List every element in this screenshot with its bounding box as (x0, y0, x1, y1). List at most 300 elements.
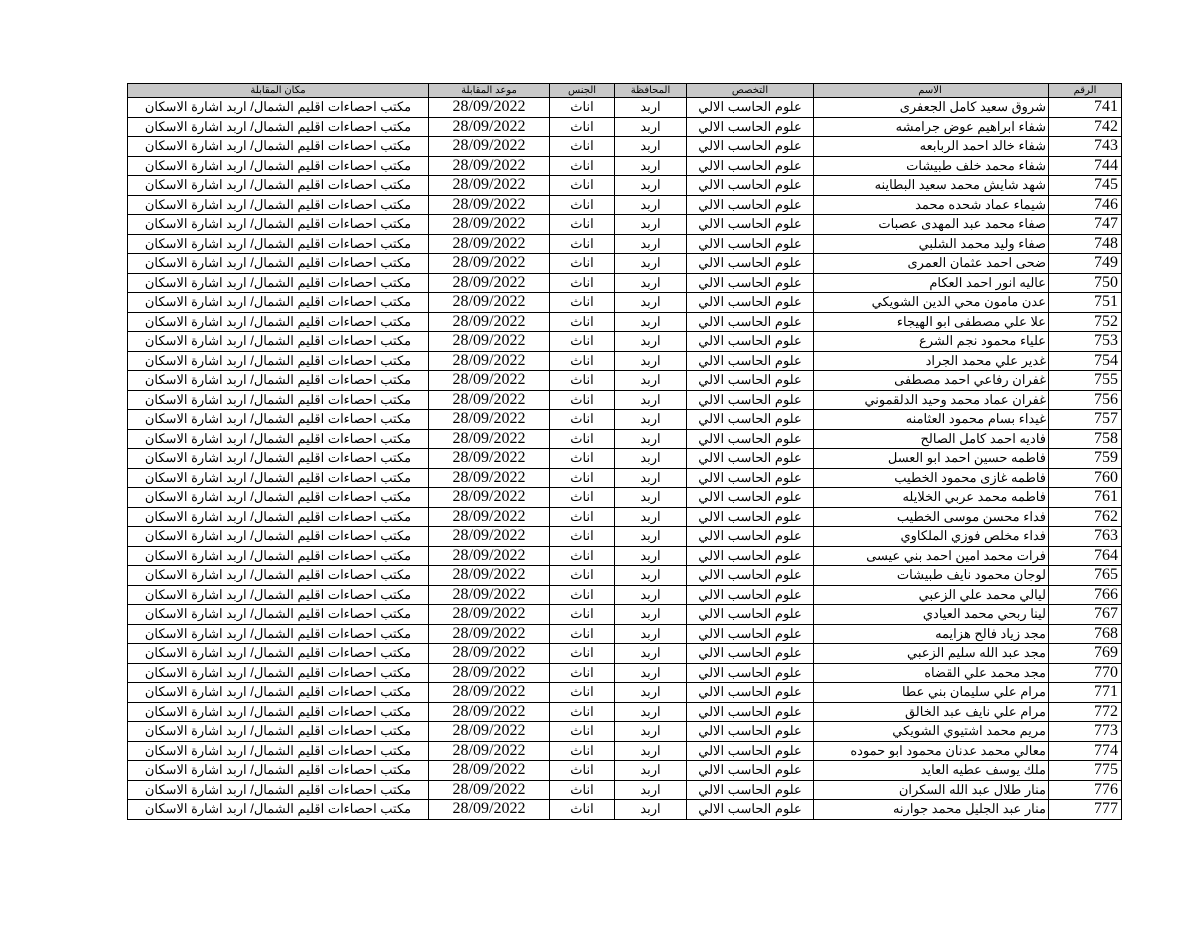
table-row (128, 449, 1122, 469)
row-interview-place: مكتب احصاءات اقليم الشمال/ اربد اشارة الاسكان (128, 195, 429, 215)
row-interview-place: مكتب احصاءات اقليم الشمال/ اربد اشارة الاسكان (128, 410, 429, 430)
row-interview-place: مكتب احصاءات اقليم الشمال/ اربد اشارة الاسكان (128, 741, 429, 761)
row-interview-date: 28/09/2022 (429, 234, 550, 254)
row-specialization: علوم الحاسب الالي (687, 566, 814, 586)
table-row (128, 195, 1122, 215)
row-interview-date: 28/09/2022 (429, 702, 550, 722)
row-governorate: اربد (615, 234, 687, 254)
header-governorate: المحافظة (615, 84, 687, 98)
row-number: 770 (1049, 663, 1122, 683)
table-row (128, 546, 1122, 566)
row-name: شهد شايش محمد سعيد البطاينه (814, 176, 1049, 196)
row-governorate: اربد (615, 449, 687, 469)
row-interview-date: 28/09/2022 (429, 605, 550, 625)
table-row (128, 683, 1122, 703)
row-interview-date: 28/09/2022 (429, 390, 550, 410)
row-number: 757 (1049, 410, 1122, 430)
table-row (128, 429, 1122, 449)
row-number: 752 (1049, 312, 1122, 332)
row-interview-date: 28/09/2022 (429, 780, 550, 800)
row-gender: اناث (550, 527, 615, 547)
table-row (128, 761, 1122, 781)
row-interview-place: مكتب احصاءات اقليم الشمال/ اربد اشارة الاسكان (128, 546, 429, 566)
table-row (128, 605, 1122, 625)
row-governorate: اربد (615, 468, 687, 488)
row-number: 756 (1049, 390, 1122, 410)
row-name: ليالي محمد علي الزعبي (814, 585, 1049, 605)
row-specialization: علوم الحاسب الالي (687, 722, 814, 742)
row-specialization: علوم الحاسب الالي (687, 137, 814, 157)
row-number: 761 (1049, 488, 1122, 508)
row-interview-place: مكتب احصاءات اقليم الشمال/ اربد اشارة الاسكان (128, 429, 429, 449)
row-governorate: اربد (615, 761, 687, 781)
row-specialization: علوم الحاسب الالي (687, 663, 814, 683)
row-number: 762 (1049, 507, 1122, 527)
row-specialization: علوم الحاسب الالي (687, 683, 814, 703)
row-number: 769 (1049, 644, 1122, 664)
row-governorate: اربد (615, 215, 687, 235)
row-governorate: اربد (615, 429, 687, 449)
row-number: 742 (1049, 117, 1122, 137)
row-governorate: اربد (615, 741, 687, 761)
table-row (128, 390, 1122, 410)
row-name: شروق سعيد كامل الجعفرى (814, 98, 1049, 118)
row-interview-date: 28/09/2022 (429, 293, 550, 313)
row-name: مريم محمد اشتيوي الشويكي (814, 722, 1049, 742)
table-row (128, 722, 1122, 742)
table-row (128, 117, 1122, 137)
row-interview-date: 28/09/2022 (429, 195, 550, 215)
row-interview-place: مكتب احصاءات اقليم الشمال/ اربد اشارة الاسكان (128, 605, 429, 625)
row-interview-place: مكتب احصاءات اقليم الشمال/ اربد اشارة الاسكان (128, 312, 429, 332)
row-gender: اناث (550, 468, 615, 488)
row-governorate: اربد (615, 156, 687, 176)
row-number: 759 (1049, 449, 1122, 469)
row-governorate: اربد (615, 780, 687, 800)
row-name: غيداء بسام محمود العثامنه (814, 410, 1049, 430)
row-gender: اناث (550, 800, 615, 820)
row-governorate: اربد (615, 117, 687, 137)
row-gender: اناث (550, 351, 615, 371)
table-row (128, 312, 1122, 332)
row-specialization: علوم الحاسب الالي (687, 371, 814, 391)
table-row (128, 234, 1122, 254)
row-governorate: اربد (615, 176, 687, 196)
row-specialization: علوم الحاسب الالي (687, 332, 814, 352)
row-specialization: علوم الحاسب الالي (687, 195, 814, 215)
header-number: الرقم (1049, 84, 1122, 98)
row-interview-date: 28/09/2022 (429, 800, 550, 820)
row-interview-date: 28/09/2022 (429, 312, 550, 332)
row-name: فرات محمد امين احمد بني عيسى (814, 546, 1049, 566)
row-interview-date: 28/09/2022 (429, 527, 550, 547)
row-governorate: اربد (615, 800, 687, 820)
table-row (128, 410, 1122, 430)
row-interview-date: 28/09/2022 (429, 117, 550, 137)
row-interview-place: مكتب احصاءات اقليم الشمال/ اربد اشارة الاسكان (128, 566, 429, 586)
row-name: فاديه احمد كامل الصالح (814, 429, 1049, 449)
row-governorate: اربد (615, 137, 687, 157)
row-interview-place: مكتب احصاءات اقليم الشمال/ اربد اشارة الاسكان (128, 117, 429, 137)
row-name: شفاء ابراهيم عوض جرامشه (814, 117, 1049, 137)
row-number: 774 (1049, 741, 1122, 761)
row-interview-place: مكتب احصاءات اقليم الشمال/ اربد اشارة الاسكان (128, 761, 429, 781)
row-gender: اناث (550, 761, 615, 781)
row-name: صفاء محمد عبد المهدى عصبات (814, 215, 1049, 235)
table-row (128, 332, 1122, 352)
row-name: غدير علي محمد الجراد (814, 351, 1049, 371)
row-gender: اناث (550, 663, 615, 683)
table-row (128, 156, 1122, 176)
row-specialization: علوم الحاسب الالي (687, 390, 814, 410)
row-gender: اناث (550, 722, 615, 742)
row-interview-date: 28/09/2022 (429, 566, 550, 586)
row-specialization: علوم الحاسب الالي (687, 605, 814, 625)
row-governorate: اربد (615, 702, 687, 722)
row-governorate: اربد (615, 351, 687, 371)
row-specialization: علوم الحاسب الالي (687, 527, 814, 547)
row-gender: اناث (550, 410, 615, 430)
row-specialization: علوم الحاسب الالي (687, 293, 814, 313)
row-interview-date: 28/09/2022 (429, 683, 550, 703)
row-governorate: اربد (615, 683, 687, 703)
row-specialization: علوم الحاسب الالي (687, 449, 814, 469)
row-interview-date: 28/09/2022 (429, 137, 550, 157)
row-specialization: علوم الحاسب الالي (687, 410, 814, 430)
row-gender: اناث (550, 332, 615, 352)
table-row (128, 566, 1122, 586)
row-governorate: اربد (615, 98, 687, 118)
row-governorate: اربد (615, 488, 687, 508)
row-governorate: اربد (615, 507, 687, 527)
table-row (128, 215, 1122, 235)
row-governorate: اربد (615, 546, 687, 566)
row-interview-place: مكتب احصاءات اقليم الشمال/ اربد اشارة الاسكان (128, 488, 429, 508)
row-interview-date: 28/09/2022 (429, 156, 550, 176)
row-interview-place: مكتب احصاءات اقليم الشمال/ اربد اشارة الاسكان (128, 644, 429, 664)
row-interview-date: 28/09/2022 (429, 722, 550, 742)
row-specialization: علوم الحاسب الالي (687, 176, 814, 196)
row-specialization: علوم الحاسب الالي (687, 312, 814, 332)
row-specialization: علوم الحاسب الالي (687, 98, 814, 118)
table-body (128, 98, 1122, 820)
row-number: 744 (1049, 156, 1122, 176)
row-governorate: اربد (615, 273, 687, 293)
row-gender: اناث (550, 137, 615, 157)
row-interview-date: 28/09/2022 (429, 98, 550, 118)
row-interview-place: مكتب احصاءات اقليم الشمال/ اربد اشارة الاسكان (128, 585, 429, 605)
table-row (128, 254, 1122, 274)
row-name: علا علي مصطفى ابو الهيجاء (814, 312, 1049, 332)
row-name: عدن مامون محي الدين الشويكي (814, 293, 1049, 313)
row-gender: اناث (550, 254, 615, 274)
row-name: صفاء وليد محمد الشلبي (814, 234, 1049, 254)
row-interview-date: 28/09/2022 (429, 546, 550, 566)
row-governorate: اربد (615, 566, 687, 586)
row-gender: اناث (550, 566, 615, 586)
row-interview-place: مكتب احصاءات اقليم الشمال/ اربد اشارة الاسكان (128, 234, 429, 254)
row-number: 772 (1049, 702, 1122, 722)
row-interview-date: 28/09/2022 (429, 507, 550, 527)
candidates-table (127, 83, 1122, 820)
row-gender: اناث (550, 585, 615, 605)
row-specialization: علوم الحاسب الالي (687, 546, 814, 566)
row-number: 777 (1049, 800, 1122, 820)
row-number: 753 (1049, 332, 1122, 352)
row-specialization: علوم الحاسب الالي (687, 624, 814, 644)
table-row (128, 527, 1122, 547)
row-interview-place: مكتب احصاءات اقليم الشمال/ اربد اشارة الاسكان (128, 156, 429, 176)
table-row (128, 293, 1122, 313)
row-interview-date: 28/09/2022 (429, 741, 550, 761)
row-name: مرام علي سليمان بني عطا (814, 683, 1049, 703)
row-specialization: علوم الحاسب الالي (687, 351, 814, 371)
row-name: لوجان محمود نايف طبيشات (814, 566, 1049, 586)
table-row (128, 800, 1122, 820)
row-name: منار عبد الجليل محمد جوارنه (814, 800, 1049, 820)
row-gender: اناث (550, 312, 615, 332)
row-number: 763 (1049, 527, 1122, 547)
row-specialization: علوم الحاسب الالي (687, 234, 814, 254)
row-name: مجد زياد فالح هزايمه (814, 624, 1049, 644)
row-specialization: علوم الحاسب الالي (687, 429, 814, 449)
header-name: الاسم (814, 84, 1049, 98)
row-interview-date: 28/09/2022 (429, 449, 550, 469)
table-row (128, 371, 1122, 391)
row-specialization: علوم الحاسب الالي (687, 702, 814, 722)
row-governorate: اربد (615, 722, 687, 742)
row-number: 746 (1049, 195, 1122, 215)
row-interview-place: مكتب احصاءات اقليم الشمال/ اربد اشارة الاسكان (128, 293, 429, 313)
row-number: 764 (1049, 546, 1122, 566)
row-number: 758 (1049, 429, 1122, 449)
row-gender: اناث (550, 780, 615, 800)
header-gender: الجنس (550, 84, 615, 98)
table-row (128, 741, 1122, 761)
row-number: 754 (1049, 351, 1122, 371)
row-name: شفاء محمد خلف طبيشات (814, 156, 1049, 176)
row-gender: اناث (550, 215, 615, 235)
row-interview-date: 28/09/2022 (429, 176, 550, 196)
row-gender: اناث (550, 683, 615, 703)
row-gender: اناث (550, 195, 615, 215)
row-interview-place: مكتب احصاءات اقليم الشمال/ اربد اشارة الاسكان (128, 137, 429, 157)
table-row (128, 98, 1122, 118)
row-governorate: اربد (615, 390, 687, 410)
row-number: 748 (1049, 234, 1122, 254)
row-name: فداء محسن موسى الخطيب (814, 507, 1049, 527)
row-gender: اناث (550, 156, 615, 176)
row-name: عاليه انور احمد العكام (814, 273, 1049, 293)
row-gender: اناث (550, 546, 615, 566)
row-interview-place: مكتب احصاءات اقليم الشمال/ اربد اشارة الاسكان (128, 527, 429, 547)
row-governorate: اربد (615, 644, 687, 664)
row-interview-date: 28/09/2022 (429, 585, 550, 605)
row-number: 765 (1049, 566, 1122, 586)
row-interview-date: 28/09/2022 (429, 410, 550, 430)
row-name: منار طلال عبد الله السكران (814, 780, 1049, 800)
row-gender: اناث (550, 488, 615, 508)
row-name: شفاء خالد احمد الربابعه (814, 137, 1049, 157)
row-interview-date: 28/09/2022 (429, 273, 550, 293)
row-governorate: اربد (615, 371, 687, 391)
row-interview-place: مكتب احصاءات اقليم الشمال/ اربد اشارة الاسكان (128, 722, 429, 742)
row-interview-date: 28/09/2022 (429, 332, 550, 352)
row-interview-place: مكتب احصاءات اقليم الشمال/ اربد اشارة الاسكان (128, 254, 429, 274)
row-governorate: اربد (615, 332, 687, 352)
row-number: 773 (1049, 722, 1122, 742)
row-interview-date: 28/09/2022 (429, 254, 550, 274)
row-number: 750 (1049, 273, 1122, 293)
row-governorate: اربد (615, 624, 687, 644)
row-name: غفران رفاعي احمد مصطفى (814, 371, 1049, 391)
row-gender: اناث (550, 507, 615, 527)
row-gender: اناث (550, 234, 615, 254)
row-interview-date: 28/09/2022 (429, 215, 550, 235)
table-row (128, 644, 1122, 664)
row-number: 747 (1049, 215, 1122, 235)
row-governorate: اربد (615, 312, 687, 332)
row-specialization: علوم الحاسب الالي (687, 800, 814, 820)
table-row (128, 507, 1122, 527)
table-header (128, 84, 1122, 98)
header-interview-date: موعد المقابلة (429, 84, 550, 98)
row-interview-date: 28/09/2022 (429, 371, 550, 391)
table-row (128, 176, 1122, 196)
row-number: 766 (1049, 585, 1122, 605)
row-number: 741 (1049, 98, 1122, 118)
table-row (128, 273, 1122, 293)
row-specialization: علوم الحاسب الالي (687, 117, 814, 137)
table-row (128, 488, 1122, 508)
header-specialization: التخصص (687, 84, 814, 98)
table-row (128, 702, 1122, 722)
row-specialization: علوم الحاسب الالي (687, 468, 814, 488)
row-name: مجد محمد علي القضاه (814, 663, 1049, 683)
row-number: 751 (1049, 293, 1122, 313)
row-gender: اناث (550, 429, 615, 449)
row-name: فاطمه محمد عربي الخلايله (814, 488, 1049, 508)
row-governorate: اربد (615, 293, 687, 313)
row-gender: اناث (550, 98, 615, 118)
row-gender: اناث (550, 741, 615, 761)
row-name: فاطمه غازى محمود الخطيب (814, 468, 1049, 488)
row-gender: اناث (550, 644, 615, 664)
row-specialization: علوم الحاسب الالي (687, 488, 814, 508)
row-interview-place: مكتب احصاءات اقليم الشمال/ اربد اشارة الاسكان (128, 176, 429, 196)
row-name: مجد عبد الله سليم الزعبي (814, 644, 1049, 664)
row-interview-date: 28/09/2022 (429, 468, 550, 488)
row-name: فداء مخلص فوزي الملكاوي (814, 527, 1049, 547)
table-row (128, 351, 1122, 371)
row-interview-date: 28/09/2022 (429, 624, 550, 644)
row-specialization: علوم الحاسب الالي (687, 507, 814, 527)
table-row (128, 624, 1122, 644)
row-number: 767 (1049, 605, 1122, 625)
row-governorate: اربد (615, 605, 687, 625)
table-row (128, 663, 1122, 683)
row-name: علياء محمود نجم الشرع (814, 332, 1049, 352)
row-specialization: علوم الحاسب الالي (687, 254, 814, 274)
row-number: 755 (1049, 371, 1122, 391)
row-interview-place: مكتب احصاءات اقليم الشمال/ اربد اشارة الاسكان (128, 800, 429, 820)
row-governorate: اربد (615, 254, 687, 274)
row-governorate: اربد (615, 527, 687, 547)
row-interview-date: 28/09/2022 (429, 429, 550, 449)
row-interview-place: مكتب احصاءات اقليم الشمال/ اربد اشارة الاسكان (128, 702, 429, 722)
row-specialization: علوم الحاسب الالي (687, 215, 814, 235)
row-interview-place: مكتب احصاءات اقليم الشمال/ اربد اشارة الاسكان (128, 215, 429, 235)
row-number: 743 (1049, 137, 1122, 157)
row-gender: اناث (550, 390, 615, 410)
row-interview-place: مكتب احصاءات اقليم الشمال/ اربد اشارة الاسكان (128, 273, 429, 293)
row-interview-place: مكتب احصاءات اقليم الشمال/ اربد اشارة الاسكان (128, 371, 429, 391)
row-specialization: علوم الحاسب الالي (687, 273, 814, 293)
row-gender: اناث (550, 371, 615, 391)
row-governorate: اربد (615, 663, 687, 683)
row-governorate: اربد (615, 195, 687, 215)
row-name: فاطمه حسين احمد ابو العسل (814, 449, 1049, 469)
row-name: غفران عماد محمد وحيد الدلقموني (814, 390, 1049, 410)
row-governorate: اربد (615, 585, 687, 605)
row-interview-place: مكتب احصاءات اقليم الشمال/ اربد اشارة الاسكان (128, 449, 429, 469)
row-specialization: علوم الحاسب الالي (687, 585, 814, 605)
row-gender: اناث (550, 702, 615, 722)
row-interview-place: مكتب احصاءات اقليم الشمال/ اربد اشارة الاسكان (128, 98, 429, 118)
row-gender: اناث (550, 624, 615, 644)
row-interview-place: مكتب احصاءات اقليم الشمال/ اربد اشارة الاسكان (128, 624, 429, 644)
row-number: 771 (1049, 683, 1122, 703)
row-number: 745 (1049, 176, 1122, 196)
row-number: 776 (1049, 780, 1122, 800)
row-name: ملك يوسف عطيه العايد (814, 761, 1049, 781)
row-specialization: علوم الحاسب الالي (687, 741, 814, 761)
row-interview-place: مكتب احصاءات اقليم الشمال/ اربد اشارة الاسكان (128, 683, 429, 703)
row-gender: اناث (550, 176, 615, 196)
row-specialization: علوم الحاسب الالي (687, 780, 814, 800)
row-interview-date: 28/09/2022 (429, 351, 550, 371)
row-gender: اناث (550, 605, 615, 625)
table-row (128, 585, 1122, 605)
row-governorate: اربد (615, 410, 687, 430)
row-number: 775 (1049, 761, 1122, 781)
row-name: لينا ربحي محمد العيادي (814, 605, 1049, 625)
table-row (128, 137, 1122, 157)
row-interview-date: 28/09/2022 (429, 663, 550, 683)
row-name: مرام علي نايف عبد الخالق (814, 702, 1049, 722)
row-gender: اناث (550, 293, 615, 313)
table-row (128, 468, 1122, 488)
row-number: 768 (1049, 624, 1122, 644)
row-number: 749 (1049, 254, 1122, 274)
header-interview-place: مكان المقابلة (128, 84, 429, 98)
row-specialization: علوم الحاسب الالي (687, 156, 814, 176)
row-gender: اناث (550, 273, 615, 293)
row-specialization: علوم الحاسب الالي (687, 761, 814, 781)
row-name: ضحى احمد عثمان العمرى (814, 254, 1049, 274)
row-specialization: علوم الحاسب الالي (687, 644, 814, 664)
header-row (128, 84, 1122, 98)
row-interview-place: مكتب احصاءات اقليم الشمال/ اربد اشارة الاسكان (128, 332, 429, 352)
row-gender: اناث (550, 449, 615, 469)
row-name: شيماء عماد شحده محمد (814, 195, 1049, 215)
row-interview-date: 28/09/2022 (429, 644, 550, 664)
row-interview-date: 28/09/2022 (429, 488, 550, 508)
row-interview-place: مكتب احصاءات اقليم الشمال/ اربد اشارة الاسكان (128, 507, 429, 527)
row-interview-place: مكتب احصاءات اقليم الشمال/ اربد اشارة الاسكان (128, 390, 429, 410)
row-gender: اناث (550, 117, 615, 137)
row-interview-place: مكتب احصاءات اقليم الشمال/ اربد اشارة الاسكان (128, 468, 429, 488)
